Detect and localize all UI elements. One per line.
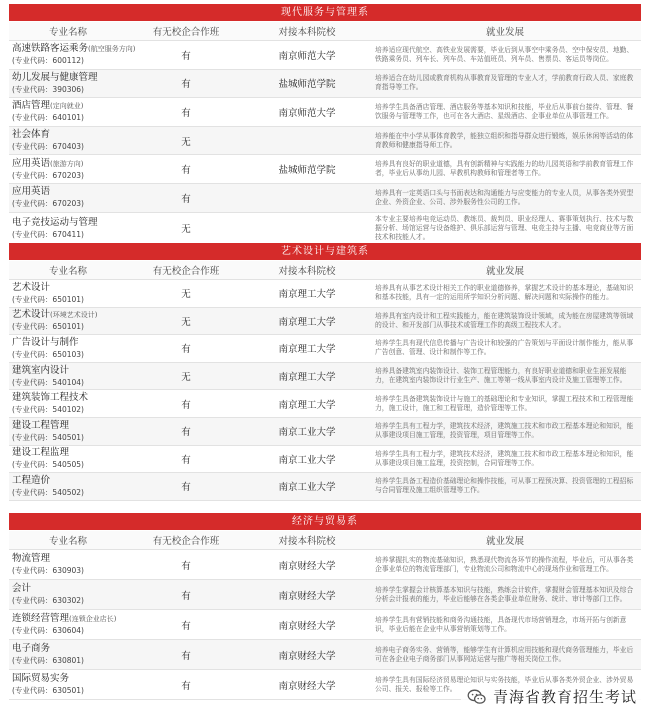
major-name bbox=[9, 282, 127, 294]
school-cell bbox=[245, 212, 369, 244]
coop-cell: 有 bbox=[127, 183, 245, 212]
header-coop: 有无校企合作班 bbox=[127, 531, 245, 550]
major-subtitle: (环境艺术设计) bbox=[50, 311, 98, 320]
career-cell: 培养能在中小学从事体育教学，能独立组织和指导群众进行锻炼，娱乐休闲等活动的体育教师和健康指导师工作。 bbox=[369, 126, 641, 155]
career-cell: 培养学生具有营销技能和商务沟通技能，具备现代市场营销理念，市场开拓与创新意识，毕业后能在企业中从事营销策划等工作。 bbox=[369, 610, 641, 640]
header-major: 专业名称 bbox=[9, 22, 127, 41]
header-row bbox=[9, 531, 641, 550]
major-code: (专业代码：600112) bbox=[12, 56, 84, 66]
career-cell: 培养具有一定英语口头与书面表达和沟通能力与应变能力的专业人员，从事各类外贸型企业、外资企业、公司、涉外服务性公司的工作。 bbox=[369, 183, 641, 212]
major-title: 工程造价 bbox=[12, 474, 51, 486]
major-name bbox=[9, 100, 127, 112]
major-name bbox=[9, 420, 127, 432]
school-cell: 南京工业大学 bbox=[245, 473, 369, 501]
major-title: 物流管理 bbox=[12, 553, 51, 564]
school-cell: 南京理工大学 bbox=[245, 307, 369, 335]
major-cell bbox=[9, 307, 127, 335]
career-cell: 培养具有室内设计和工程实践能力，能在建筑装饰设计领域，成为能在房屋建筑等领域的设计、和开发部门从事技术或管理工作的高级工程技术人才。 bbox=[369, 307, 641, 335]
school-cell: 南京工业大学 bbox=[245, 445, 369, 473]
major-code: (专业代码：670403) bbox=[12, 142, 84, 152]
major-title: 建筑室内设计 bbox=[12, 364, 70, 376]
major-code: (专业代码：640101) bbox=[12, 113, 84, 123]
header-career: 就业发展 bbox=[369, 261, 641, 280]
major-cell bbox=[9, 550, 127, 580]
career-cell: 培养掌握扎实的物流基础知识，熟悉现代物流各环节的操作流程，毕业后，可从事各类企事业单位的物流管理部门，专业物流公司和物流中心的现场作业和管理工作。 bbox=[369, 550, 641, 580]
major-title: 应用英语 bbox=[12, 157, 51, 169]
major-name bbox=[9, 447, 127, 459]
section-title: 经济与贸易系 bbox=[9, 513, 641, 530]
section-title: 现代服务与管理系 bbox=[9, 4, 641, 21]
major-name bbox=[9, 643, 127, 655]
major-cell bbox=[9, 335, 127, 363]
header-school: 对接本科院校 bbox=[245, 22, 369, 41]
coop-cell: 有 bbox=[127, 473, 245, 501]
school-cell: 盐城师范学院 bbox=[245, 69, 369, 98]
major-subtitle: (航空服务方向) bbox=[88, 45, 136, 54]
coop-cell: 无 bbox=[127, 307, 245, 335]
major-cell bbox=[9, 155, 127, 184]
major-cell bbox=[9, 280, 127, 308]
major-name bbox=[9, 186, 127, 198]
header-career: 就业发展 bbox=[369, 22, 641, 41]
school-cell: 南京理工大学 bbox=[245, 390, 369, 418]
school-cell bbox=[245, 126, 369, 155]
coop-cell: 有 bbox=[127, 390, 245, 418]
table-row bbox=[9, 183, 641, 212]
school-cell: 南京工业大学 bbox=[245, 417, 369, 445]
header-coop: 有无校企合作班 bbox=[127, 261, 245, 280]
major-title: 艺术设计 bbox=[12, 309, 51, 321]
major-title: 酒店管理 bbox=[12, 100, 51, 112]
major-code: (专业代码：650103) bbox=[12, 349, 84, 359]
major-name bbox=[9, 392, 127, 404]
major-cell bbox=[9, 69, 127, 98]
major-title: 高速铁路客运乘务 bbox=[12, 43, 89, 55]
school-cell: 南京财经大学 bbox=[245, 670, 369, 700]
section-economy-trade bbox=[9, 513, 641, 713]
major-name bbox=[9, 365, 127, 377]
major-name bbox=[9, 129, 127, 141]
header-major: 专业名称 bbox=[9, 261, 127, 280]
section-title: 艺术设计与建筑系 bbox=[9, 243, 641, 260]
major-title: 连锁经营管理 bbox=[12, 613, 70, 624]
table-row bbox=[9, 335, 641, 363]
coop-cell: 有 bbox=[127, 445, 245, 473]
major-title: 电子商务 bbox=[12, 643, 51, 654]
major-cell bbox=[9, 610, 127, 640]
table-row bbox=[9, 126, 641, 155]
major-code: (专业代码：540104) bbox=[12, 377, 84, 387]
coop-cell: 无 bbox=[127, 362, 245, 390]
table-row bbox=[9, 390, 641, 418]
table-row bbox=[9, 473, 641, 501]
coop-cell: 有 bbox=[127, 41, 245, 70]
coop-cell: 有 bbox=[127, 335, 245, 363]
major-name bbox=[9, 553, 127, 565]
career-cell: 培养学生具备酒店管理、酒店服务等基本知识和技能，毕业后从事前台接待、管理、餐饮服务与管理等工作，也可在各大酒店、星级酒店、企事业单位从事管理工作。 bbox=[369, 98, 641, 127]
career-cell: 本专业主要培养电竞运动员、教练员、裁判员、职业经理人、赛事策划执行、技术与数据分析、场馆运营与设备维护、俱乐部运营与管理、电竞主持与主播、电竞商业等方面技术和技能人才。 bbox=[369, 212, 641, 244]
career-cell: 培养学生具备工程造价基础理论和操作技能，可从事工程预决算、投资管理的工程招标与合同管理及施工组织管理等工作。 bbox=[369, 473, 641, 501]
school-cell: 南京财经大学 bbox=[245, 610, 369, 640]
major-code: (专业代码：670411) bbox=[12, 229, 84, 239]
major-subtitle: (旅游方向) bbox=[50, 159, 84, 168]
table-row bbox=[9, 307, 641, 335]
table-row bbox=[9, 417, 641, 445]
coop-cell: 有 bbox=[127, 155, 245, 184]
table-row bbox=[9, 580, 641, 610]
career-cell: 培养学生具有现代信息传播与广告设计和较强的广告策划与平面设计制作能力，能从事广告创意、管理、设计和制作等工作。 bbox=[369, 335, 641, 363]
major-title: 社会体育 bbox=[12, 129, 51, 141]
major-code: (专业代码：630302) bbox=[12, 596, 84, 605]
header-school: 对接本科院校 bbox=[245, 261, 369, 280]
career-cell: 培养具备建筑室内装饰设计、装饰工程管理能力，有良好职业道德和职业生涯发展能力，在建筑室内装饰设计行业生产、施工等第一线从事室内设计及施工管理等工作。 bbox=[369, 362, 641, 390]
major-title: 建筑装饰工程技术 bbox=[12, 392, 89, 404]
major-cell bbox=[9, 98, 127, 127]
table-row bbox=[9, 550, 641, 580]
school-cell: 盐城师范学院 bbox=[245, 155, 369, 184]
major-cell bbox=[9, 390, 127, 418]
table-row bbox=[9, 280, 641, 308]
school-cell: 南京师范大学 bbox=[245, 98, 369, 127]
major-cell bbox=[9, 445, 127, 473]
career-cell: 培养具有良好的职业道德，具有创新精神与实践能力的幼儿园英语和学前教育管理工作者，毕业后从事幼儿园、早教机构教师和管理者等工作。 bbox=[369, 155, 641, 184]
major-cell bbox=[9, 417, 127, 445]
career-cell: 培养电子商务实务、营销等，能够学生有计算机应用技能和现代商务管理能力，毕业后可在各企业电子商务部门从事网站运营与推广等相关岗位工作。 bbox=[369, 640, 641, 670]
major-code: (专业代码：540102) bbox=[12, 405, 84, 415]
career-cell: 培养学生掌握会计核算基本知识与技能，熟练会计软件，掌握财会管理基本知识及综合分析会计报表的能力，毕业后能够在各类企事业单位财务、统计、审计等部门工作。 bbox=[369, 580, 641, 610]
coop-cell: 有 bbox=[127, 69, 245, 98]
major-code: (专业代码：650101) bbox=[12, 322, 84, 332]
coop-cell: 有 bbox=[127, 610, 245, 640]
major-name bbox=[9, 613, 127, 625]
major-name bbox=[9, 475, 127, 487]
major-cell bbox=[9, 183, 127, 212]
section-services-management bbox=[9, 4, 641, 243]
coop-cell: 无 bbox=[127, 280, 245, 308]
table-row bbox=[9, 41, 641, 70]
major-title: 国际贸易实务 bbox=[12, 673, 70, 684]
major-title: 建设工程管理 bbox=[12, 419, 70, 431]
header-coop: 有无校企合作班 bbox=[127, 22, 245, 41]
major-code: (专业代码：390306) bbox=[12, 84, 84, 94]
table-row bbox=[9, 362, 641, 390]
major-code: (专业代码：630501) bbox=[12, 686, 84, 695]
major-cell bbox=[9, 212, 127, 244]
school-cell: 南京理工大学 bbox=[245, 335, 369, 363]
coop-cell: 有 bbox=[127, 670, 245, 700]
watermark bbox=[461, 684, 643, 709]
school-cell: 南京财经大学 bbox=[245, 550, 369, 580]
table-row bbox=[9, 155, 641, 184]
majors-table bbox=[9, 261, 641, 501]
table-row bbox=[9, 445, 641, 473]
career-cell: 培养学生具有国际经济贸易理论知识与实务技能，毕业后从事各类外贸企业、涉外贸易公司、报关、报检等工作。 bbox=[369, 670, 641, 700]
career-cell: 培养具有从事艺术设计相关工作的职业道德修养，掌握艺术设计的基本理论，基础知识和基本技能，具有一定的运用所学知识分析问题、解决问题和实际操作的能力。 bbox=[369, 280, 641, 308]
coop-cell: 有 bbox=[127, 550, 245, 580]
major-title: 幼儿发展与健康管理 bbox=[12, 71, 98, 83]
major-cell bbox=[9, 362, 127, 390]
major-code: (专业代码：670203) bbox=[12, 199, 84, 209]
header-row bbox=[9, 261, 641, 280]
header-school: 对接本科院校 bbox=[245, 531, 369, 550]
major-code: (专业代码：650101) bbox=[12, 294, 84, 304]
school-cell: 南京理工大学 bbox=[245, 362, 369, 390]
major-title: 广告设计与制作 bbox=[12, 336, 79, 348]
majors-table bbox=[9, 531, 641, 700]
major-title: 建设工程监理 bbox=[12, 447, 70, 459]
major-cell bbox=[9, 640, 127, 670]
majors-table bbox=[9, 22, 641, 245]
major-name bbox=[9, 43, 136, 55]
major-cell bbox=[9, 580, 127, 610]
header-career: 就业发展 bbox=[369, 531, 641, 550]
table-row bbox=[9, 69, 641, 98]
career-cell: 培养适应现代航空、高铁业发展需要，毕业后到从事空中乘务员、空中保安员、地勤、铁路乘务员、列车长、列车员、车站值班员、列车员、售票员、客运员等岗位。 bbox=[369, 41, 641, 70]
table-row bbox=[9, 212, 641, 244]
major-title: 会计 bbox=[12, 583, 32, 594]
major-name bbox=[9, 217, 127, 229]
major-code: (专业代码：540505) bbox=[12, 460, 84, 470]
coop-cell: 无 bbox=[127, 212, 245, 244]
major-title: 电子竞技运动与管理 bbox=[12, 216, 98, 228]
career-cell: 培养学生具备建筑装饰设计与施工的基础理论和专业知识，掌握工程技术和工程管理能力，施工设计，施工和工程管理，造价管理等工作。 bbox=[369, 390, 641, 418]
major-code: (专业代码：540501) bbox=[12, 432, 84, 442]
major-code: (专业代码：540502) bbox=[12, 487, 84, 497]
major-name bbox=[9, 72, 127, 84]
career-cell: 培养学生具有工程力学，建筑技术经济，建筑施工技术和市政工程基本理论和知识，能从事建设项目施工监理，投资控制，合同管理等工作。 bbox=[369, 445, 641, 473]
major-name bbox=[9, 309, 127, 321]
major-name bbox=[9, 158, 127, 170]
coop-cell: 有 bbox=[127, 640, 245, 670]
table-row bbox=[9, 98, 641, 127]
major-title: 艺术设计 bbox=[12, 281, 51, 293]
school-cell: 南京财经大学 bbox=[245, 640, 369, 670]
major-code: (专业代码：630903) bbox=[12, 566, 84, 575]
major-cell bbox=[9, 473, 127, 501]
major-name bbox=[9, 583, 127, 595]
major-title: 应用英语 bbox=[12, 186, 51, 198]
school-cell: 南京理工大学 bbox=[245, 280, 369, 308]
section-art-architecture bbox=[9, 243, 641, 497]
major-cell bbox=[9, 126, 127, 155]
major-code: (专业代码：630801) bbox=[12, 656, 84, 665]
school-cell bbox=[245, 183, 369, 212]
wechat-icon bbox=[467, 689, 487, 705]
coop-cell: 有 bbox=[127, 417, 245, 445]
major-code: (专业代码：630604) bbox=[12, 626, 84, 635]
header-major: 专业名称 bbox=[9, 531, 127, 550]
major-subtitle: (连锁企业店长) bbox=[69, 615, 117, 623]
major-name bbox=[9, 673, 127, 685]
watermark-text: 青海省教育招生考试 bbox=[492, 688, 637, 706]
major-code: (专业代码：670203) bbox=[12, 170, 84, 180]
career-cell: 培养适合在幼儿园或教育机构从事教育及管理的专业人才，学前教育行政人员、家庭教育指导等工作。 bbox=[369, 69, 641, 98]
career-cell: 培养学生具有工程力学，建筑技术经济，建筑施工技术和市政工程基本理论和知识，能从事建设项目施工管理，投资管理，项目管理等工作。 bbox=[369, 417, 641, 445]
school-cell: 南京师范大学 bbox=[245, 41, 369, 70]
table-row bbox=[9, 640, 641, 670]
major-cell bbox=[9, 41, 136, 70]
major-name bbox=[9, 337, 127, 349]
coop-cell: 有 bbox=[127, 98, 245, 127]
major-cell bbox=[9, 670, 127, 700]
table-row bbox=[9, 610, 641, 640]
header-row bbox=[9, 22, 641, 41]
major-subtitle: (定向就业) bbox=[50, 102, 84, 111]
coop-cell: 有 bbox=[127, 580, 245, 610]
school-cell: 南京财经大学 bbox=[245, 580, 369, 610]
coop-cell: 无 bbox=[127, 126, 245, 155]
